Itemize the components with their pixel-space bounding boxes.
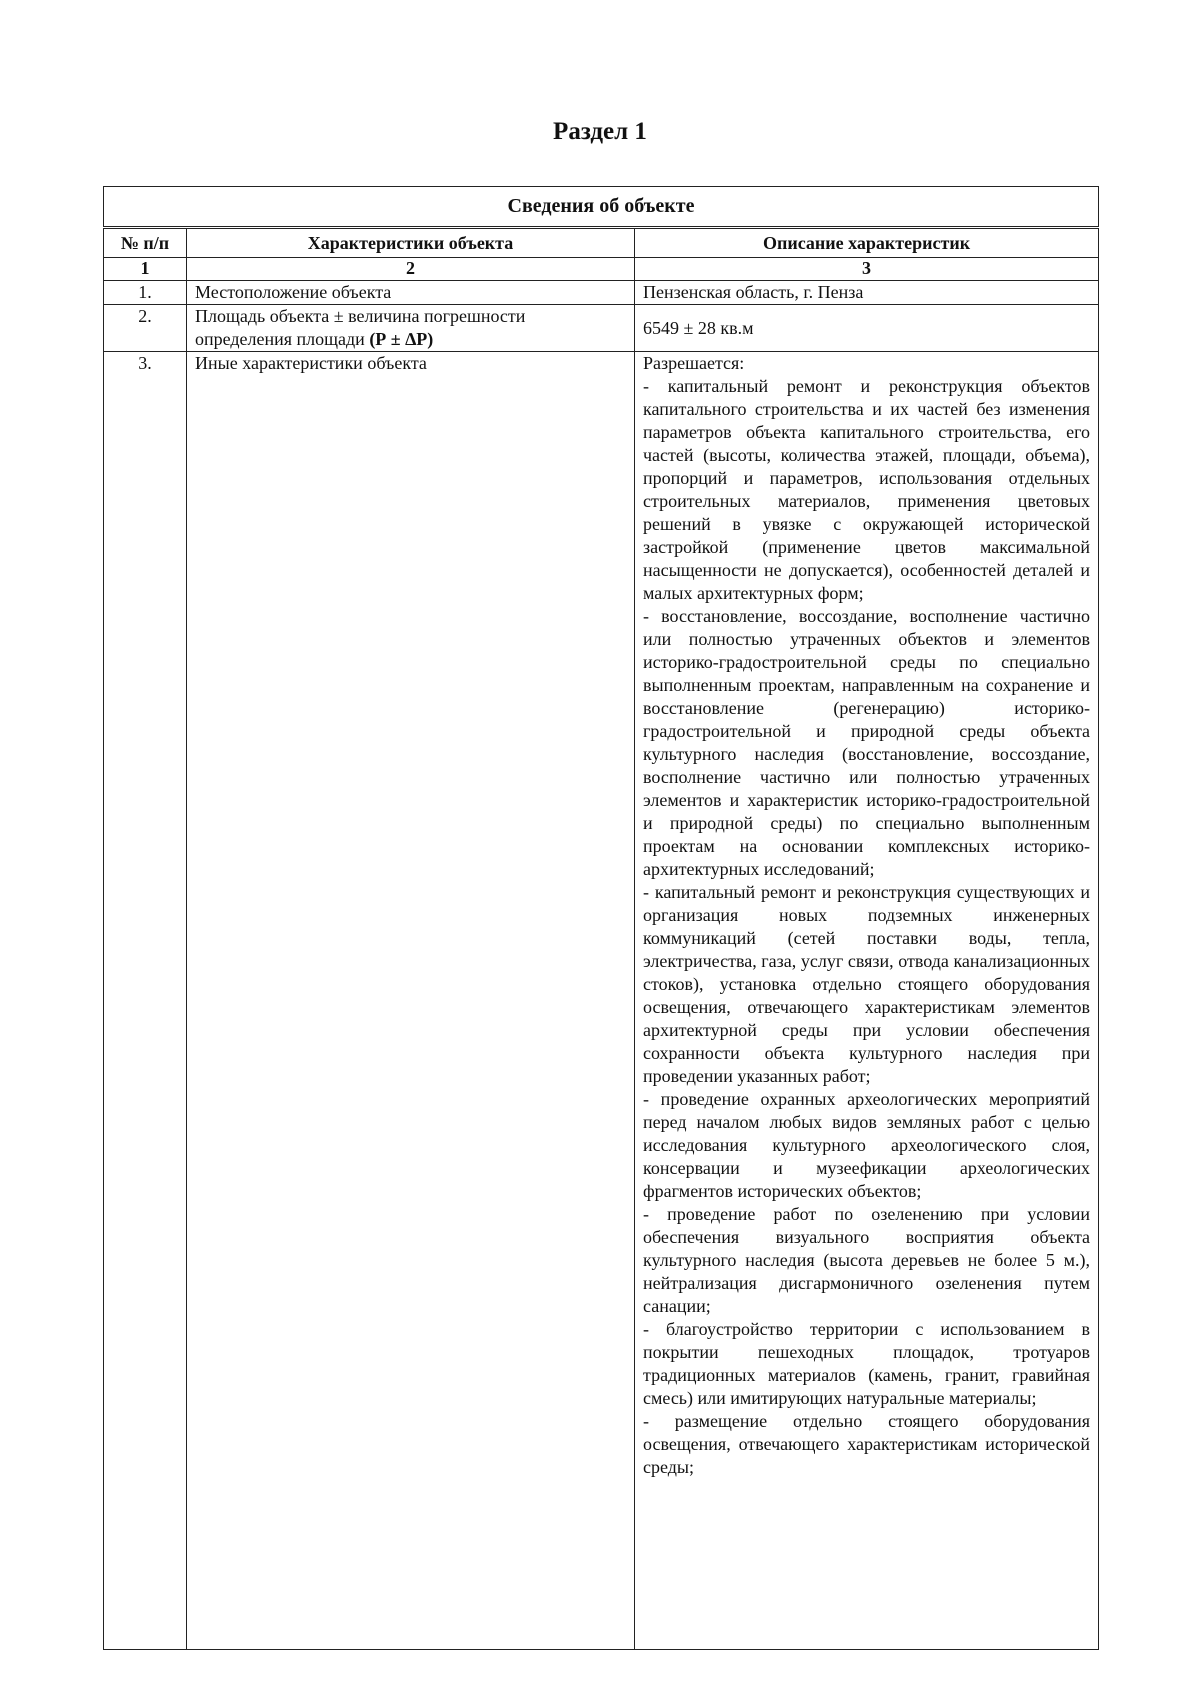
description-item: - благоустройство территории с использованием в покрытии пешеходных площадок, тротуаров традиционных материалов (камень, гранит, гравийная смесь) или имитирующих натуральные материалы;	[643, 1319, 1091, 1408]
row-number: 2.	[104, 305, 187, 352]
header-characteristic: Характеристики объекта	[187, 228, 635, 258]
row-description-list	[635, 352, 1099, 1650]
table-row	[104, 305, 1099, 352]
row-characteristic: Площадь объекта ± величина погрешности определения площади	[195, 306, 526, 349]
header-description: Описание характеристик	[635, 228, 1099, 258]
column-number-1: 1	[104, 258, 187, 281]
row-characteristic: Местоположение объекта	[187, 281, 635, 305]
description-item: - проведение работ по озеленению при условии обеспечения визуального восприятия объекта культурного наследия (высота деревьев не более 5 м.), нейтрализация дисгармоничного озеленения путем санации;	[643, 1204, 1091, 1316]
table-row	[104, 352, 1099, 1650]
row-number: 3.	[104, 352, 187, 1650]
description-item: - восстановление, воссоздание, восполнение частично или полностью утраченных объектов и элементов историко-градостроительной среды по специально выполненным проектам, направленным на сохранение и восстановление (регенерацию) историко-градостроительной и природной среды объекта культурного наследия (восстановление, воссоздание, восполнение частично или полностью утраченных элементов и характеристик историко-градостроительной и природной среды) по специально выполненным проектам на основании комплексных историко-архитектурных исследований;	[643, 606, 1091, 879]
description-item: - проведение охранных археологических мероприятий перед началом любых видов земляных работ с целью исследования культурного археологического слоя, консервации и музеефикации археологических фрагментов исторических объектов;	[643, 1089, 1091, 1201]
area-formula: (Р ± ∆Р)	[369, 329, 434, 349]
section-title: Раздел 1	[553, 118, 647, 145]
description-intro: Разрешается:	[643, 353, 745, 373]
description-item: - капитальный ремонт и реконструкция существующих и организация новых подземных инженерных коммуникаций (сетей поставки воды, тепла, электричества, газа, услуг связи, отвода канализационных стоков), установка отдельно стоящего оборудования освещения, отвечающего характеристикам элементов архитектурной среды при условии обеспечения сохранности объекта культурного наследия при проведении указанных работ;	[643, 882, 1091, 1086]
column-number-2: 2	[187, 258, 635, 281]
table-caption: Сведения об объекте	[104, 187, 1099, 228]
table-row	[104, 281, 1099, 305]
row-description: Пензенская область, г. Пенза	[635, 281, 1099, 305]
row-characteristic: Иные характеристики объекта	[187, 352, 635, 1650]
description-item: - капитальный ремонт и реконструкция объектов капитального строительства и их частей без изменения параметров объекта капитального строительства, его частей (высоты, количества этажей, площади, объема), пропорций и параметров, использования отдельных строительных материалов, применения цветовых решений в увязке с окружающей исторической застройкой (применение цветов максимальной насыщенности не допускается), особенностей деталей и малых архитектурных форм;	[643, 376, 1091, 603]
row-number: 1.	[104, 281, 187, 305]
table-header-row	[104, 228, 1099, 258]
table-caption-row	[104, 187, 1099, 228]
description-item: - размещение отдельно стоящего оборудования освещения, отвечающего характеристикам исторической среды;	[643, 1411, 1091, 1477]
object-info-table	[103, 186, 1099, 1650]
row-description: 6549 ± 28 кв.м	[635, 305, 1099, 352]
column-number-3: 3	[635, 258, 1099, 281]
row-characteristic-cell	[187, 305, 635, 352]
column-number-row	[104, 258, 1099, 281]
header-number: № п/п	[104, 228, 187, 258]
